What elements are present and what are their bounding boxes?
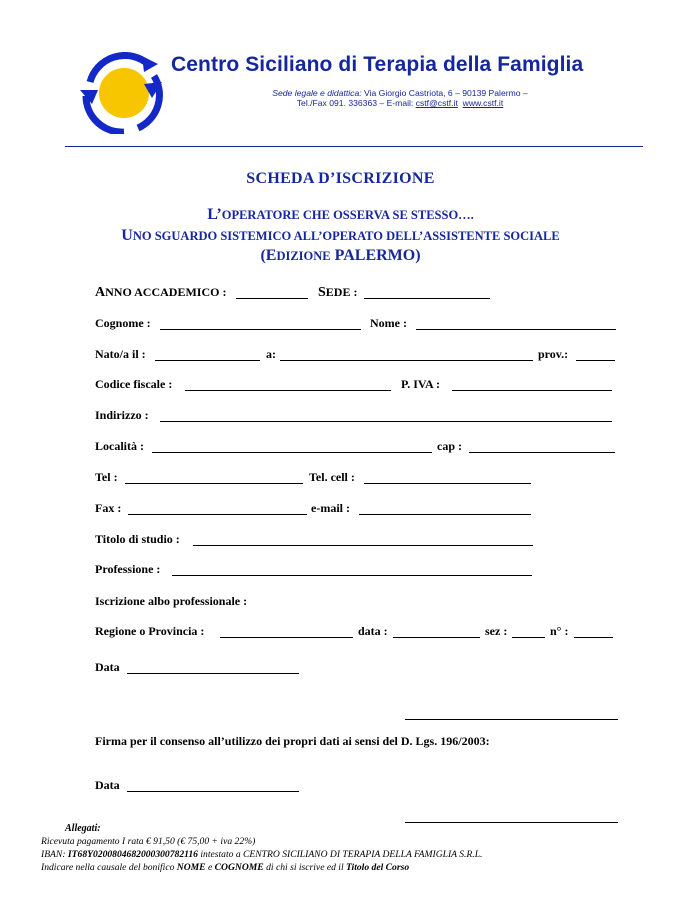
sede-rest: EDE : xyxy=(325,285,358,299)
codice-fiscale-field[interactable] xyxy=(185,390,391,391)
email-field[interactable] xyxy=(359,514,531,515)
albo-data-field[interactable] xyxy=(393,637,480,638)
course-title-line-2 xyxy=(0,227,681,245)
allegati-line-3 xyxy=(41,862,409,873)
sede-field[interactable] xyxy=(364,298,490,299)
indirizzo-label: Indirizzo : xyxy=(95,408,149,422)
contact-line xyxy=(172,98,628,108)
address-text: Via Giorgio Castriota, 6 – 90139 Palermo – xyxy=(361,88,528,98)
tel-field[interactable] xyxy=(125,483,303,484)
nome-label: Nome : xyxy=(370,316,407,330)
organization-name: Centro Siciliano di Terapia della Famiglia xyxy=(171,53,584,76)
course-title-line-3 xyxy=(0,247,681,265)
localita-label: Località : xyxy=(95,439,144,453)
causale-text-c: e xyxy=(205,862,215,873)
piva-field[interactable] xyxy=(452,390,612,391)
iban-code: IT68Y0200804682000300782116 xyxy=(67,849,198,860)
allegati-title: Allegati: xyxy=(65,823,101,834)
course-cap-2: U xyxy=(121,227,133,244)
tel-cell-label: Tel. cell : xyxy=(309,470,355,484)
data-label: Data xyxy=(95,660,120,674)
numero-label: n° : xyxy=(550,624,569,638)
email-label: e-mail : xyxy=(311,501,350,515)
course-cap-3: (E xyxy=(260,247,277,264)
causale-cognome: COGNOME xyxy=(214,862,264,873)
causale-text-a: Indicare nella causale del bonifico xyxy=(41,862,177,873)
luogo-label: a: xyxy=(266,347,276,361)
causale-titolo: Titolo del Corso xyxy=(346,862,410,873)
fax-label: Fax : xyxy=(95,501,122,515)
data-consenso-field[interactable] xyxy=(127,791,299,792)
cstf-logo xyxy=(78,52,166,134)
indirizzo-field[interactable] xyxy=(160,421,612,422)
nato-label: Nato/a il : xyxy=(95,347,146,361)
numero-field[interactable] xyxy=(574,637,613,638)
data-consenso-label: Data xyxy=(95,778,120,792)
anno-accademico-field[interactable] xyxy=(236,298,308,299)
website-link[interactable]: www.cstf.it xyxy=(462,98,504,108)
albo-data-label: data : xyxy=(358,624,388,638)
cap-field[interactable] xyxy=(469,452,615,453)
sede-label xyxy=(318,285,357,301)
course-text-2: NO SGUARDO SISTEMICO ALL’OPERATO DELL’ASSISTENTE SOCIALE xyxy=(132,229,560,243)
consenso-label: Firma per il consenso all’utilizzo dei propri dati ai sensi del D. Lgs. 196/2003: xyxy=(95,734,490,748)
tel-label: Tel : xyxy=(95,470,118,484)
professione-field[interactable] xyxy=(172,575,532,576)
iscrizione-albo-label: Iscrizione albo professionale : xyxy=(95,594,248,608)
logo-sun-circle xyxy=(99,68,149,118)
nato-field[interactable] xyxy=(155,360,260,361)
contact-prefix: Tel./Fax 091. 336363 – E-mail: xyxy=(296,98,416,108)
titolo-studio-label: Titolo di studio : xyxy=(95,532,180,546)
data-field[interactable] xyxy=(127,673,299,674)
titolo-studio-field[interactable] xyxy=(193,545,533,546)
regione-label: Regione o Provincia : xyxy=(95,624,205,638)
cap-label: cap : xyxy=(437,439,462,453)
allegati-line-1: Ricevuta pagamento I rata € 91,50 (€ 75,00 + iva 22%) xyxy=(41,836,256,847)
course-text-1: OPERATORE CHE OSSERVA SE STESSO…. xyxy=(221,208,474,222)
course-city: PALERMO) xyxy=(330,247,421,264)
cognome-field[interactable] xyxy=(160,329,361,330)
header-divider xyxy=(65,146,643,147)
anno-accademico-label xyxy=(95,285,226,301)
causale-nome: NOME xyxy=(176,862,206,873)
address-prefix: Sede legale e didattica: xyxy=(272,88,362,98)
fax-field[interactable] xyxy=(128,514,307,515)
cognome-label: Cognome : xyxy=(95,316,151,330)
iban-intestatario: intestato a CENTRO SICILIANO DI TERAPIA DELLA FAMIGLIA S.R.L. xyxy=(197,849,483,860)
address-line xyxy=(172,88,628,98)
course-text-3: DIZIONE xyxy=(276,249,331,263)
logo-arrowhead xyxy=(142,56,158,72)
regione-field[interactable] xyxy=(220,637,353,638)
allegati-line-2 xyxy=(41,849,482,860)
anno-rest: NNO ACCADEMICO : xyxy=(105,285,227,299)
nome-field[interactable] xyxy=(416,329,616,330)
sez-field[interactable] xyxy=(512,637,545,638)
sede-cap: S xyxy=(318,285,326,300)
tel-cell-field[interactable] xyxy=(364,483,531,484)
luogo-field[interactable] xyxy=(280,360,533,361)
course-title-line-1 xyxy=(0,206,681,224)
sez-label: sez : xyxy=(485,624,508,638)
codice-fiscale-label: Codice fiscale : xyxy=(95,377,173,391)
anno-cap: A xyxy=(95,285,106,300)
piva-label: P. IVA : xyxy=(401,377,441,391)
signature-line[interactable] xyxy=(405,719,618,720)
iban-prefix: IBAN: xyxy=(41,849,68,860)
consenso-signature-line[interactable] xyxy=(405,822,618,823)
professione-label: Professione : xyxy=(95,562,161,576)
course-cap-1: L’ xyxy=(207,206,222,223)
email-link[interactable]: cstf@cstf.it xyxy=(415,98,458,108)
localita-field[interactable] xyxy=(152,452,432,453)
causale-text-e: di chi si iscrive ed il xyxy=(263,862,347,873)
prov-field[interactable] xyxy=(576,360,615,361)
prov-label: prov.: xyxy=(538,347,569,361)
document-title: SCHEDA D’ISCRIZIONE xyxy=(246,170,435,187)
